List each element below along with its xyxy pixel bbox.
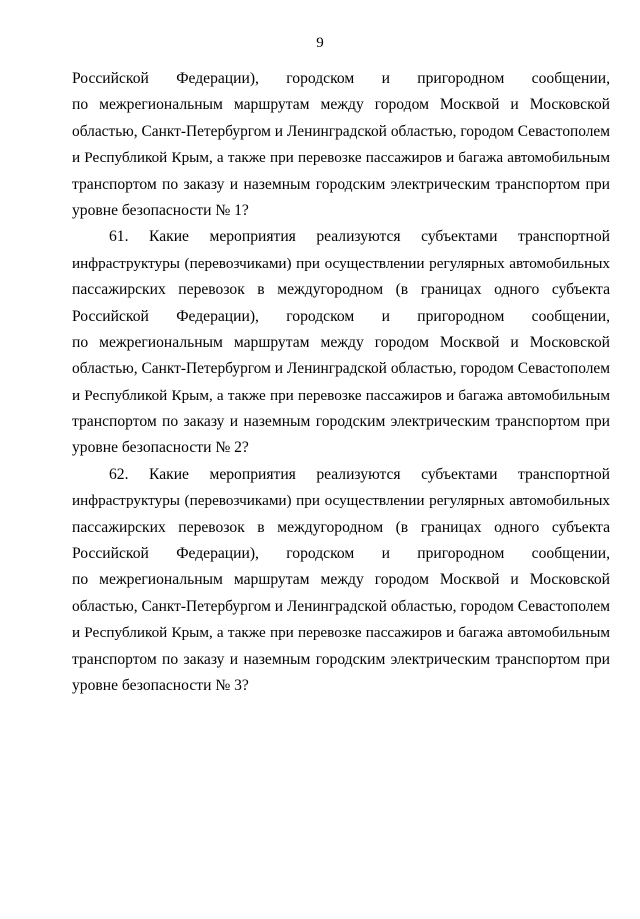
paragraph-61 <box>72 224 610 462</box>
text-line: Российской Федерации), городском и пригородном сообщении, <box>72 307 610 325</box>
text-line: по межрегиональным маршрутам между городом Москвой и Московской <box>72 96 610 114</box>
text-line: пассажирских перевозок в междугородном (в границах одного субъекта <box>72 518 610 536</box>
text-line: и Республикой Крым, а также при перевозке пассажиров и багажа автомобильным <box>72 624 610 642</box>
document-body <box>72 66 610 699</box>
paragraph-62 <box>72 462 610 700</box>
text-line: пассажирских перевозок в междугородном (в границах одного субъекта <box>72 281 610 299</box>
text-line: областью, Санкт-Петербургом и Ленинградской областью, городом Севастополем <box>72 122 610 140</box>
text-line: областью, Санкт-Петербургом и Ленинградской областью, городом Севастополем <box>72 597 610 615</box>
text-line: по межрегиональным маршрутам между городом Москвой и Московской <box>72 571 610 589</box>
text-line: инфраструктуры (перевозчиками) при осуществлении регулярных автомобильных <box>72 492 610 510</box>
text-line: инфраструктуры (перевозчиками) при осуществлении регулярных автомобильных <box>72 254 610 272</box>
text-line: транспортом по заказу и наземным городским электрическим транспортом при <box>72 413 610 431</box>
text-line: областью, Санкт-Петербургом и Ленинградской областью, городом Севастополем <box>72 360 610 378</box>
text-line: уровне безопасности № 3? <box>72 676 249 694</box>
text-line: 62. Какие мероприятия реализуются субъектами транспортной <box>109 465 610 483</box>
text-line: транспортом по заказу и наземным городским электрическим транспортом при <box>72 175 610 193</box>
text-line: по межрегиональным маршрутам между городом Москвой и Московской <box>72 333 610 351</box>
paragraph-continuation <box>72 66 610 224</box>
text-line: и Республикой Крым, а также при перевозке пассажиров и багажа автомобильным <box>72 386 610 404</box>
text-line: уровне безопасности № 1? <box>72 201 249 219</box>
page-number: 9 <box>316 35 324 51</box>
text-line: и Республикой Крым, а также при перевозке пассажиров и багажа автомобильным <box>72 149 610 167</box>
text-line: Российской Федерации), городском и пригородном сообщении, <box>72 545 610 563</box>
text-line: уровне безопасности № 2? <box>72 439 249 457</box>
text-line: 61. Какие мероприятия реализуются субъектами транспортной <box>109 228 610 246</box>
text-line: Российской Федерации), городском и пригородном сообщении, <box>72 70 610 87</box>
text-line: транспортом по заказу и наземным городским электрическим транспортом при <box>72 650 610 668</box>
